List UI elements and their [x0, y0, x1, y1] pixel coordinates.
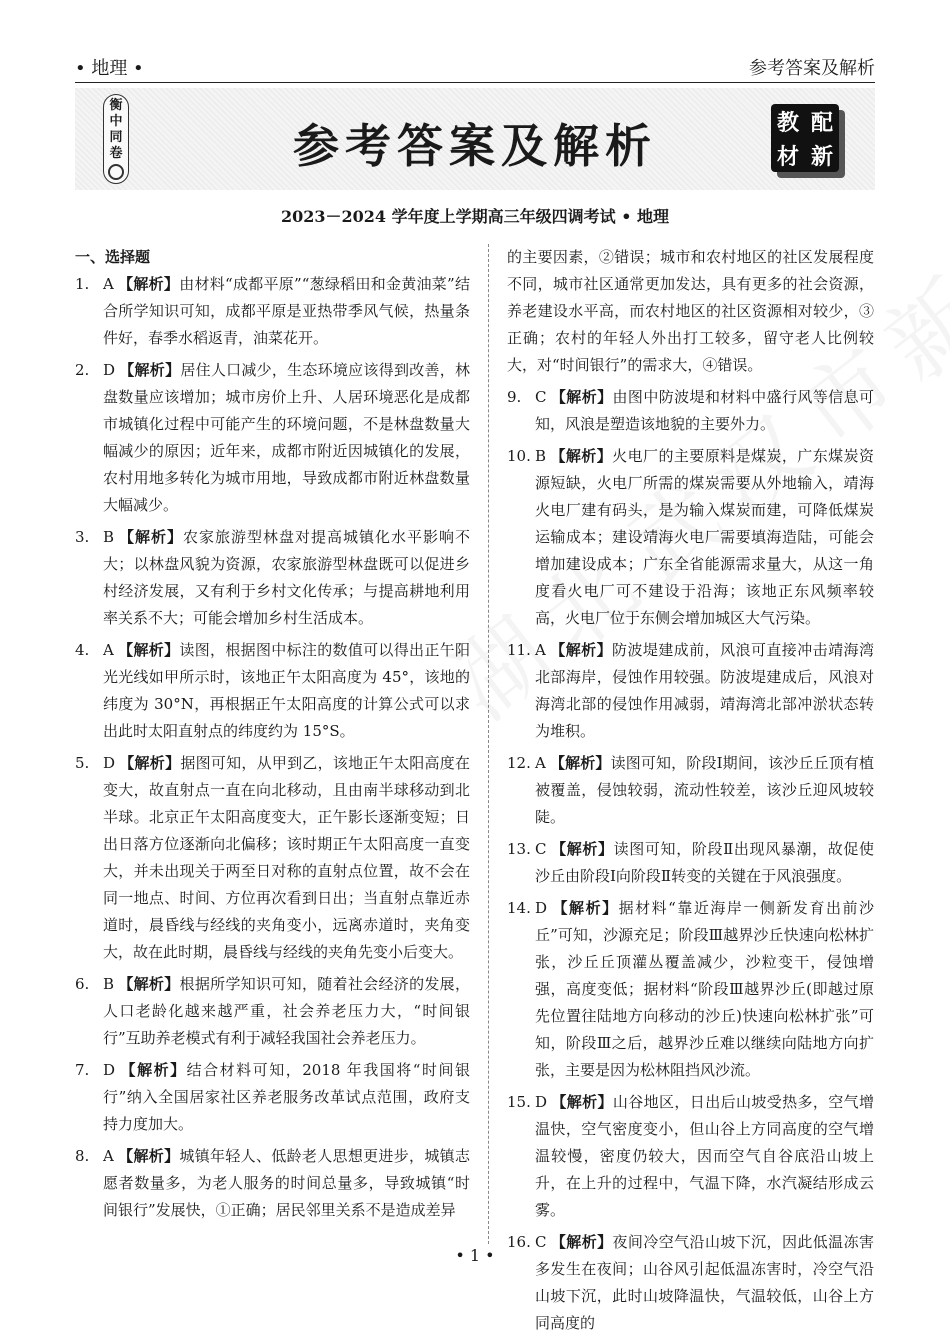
answer-letter: B — [103, 975, 115, 993]
page-number: • 1 • — [455, 1246, 495, 1265]
answer-item — [75, 357, 470, 519]
exam-title: 2023－2024 学年度上学期高三年级四调考试 • 地理 — [280, 207, 669, 226]
analysis-text: 居住人口减少，生态环境应该得到改善，林盘数量应该增加；城市房价上升、人居环境恶化是成都市城镇化过程中可能产生的环境问题，不是林盘数量大幅减少的原因；近年来，成都市附近因城镇化的发展，农村用地多转化为城市用地，导致成都市附近林盘数量大幅减少。 — [103, 361, 470, 514]
item-number: 7. — [75, 1061, 90, 1079]
analysis-text: 由图中防波堤和材料中盛行风等信息可知，风浪是塑造该地貌的主要外力。 — [535, 388, 874, 433]
right-column — [507, 244, 874, 1342]
analysis-text: 防波堤建成前，风浪可直接冲击靖海湾北部海岸，侵蚀作用较强。防波堤建成后，风浪对海湾北部的侵蚀作用减弱，靖海湾北部冲淤状态转为堆积。 — [535, 641, 874, 740]
item-number: 4. — [75, 641, 90, 659]
answer-item — [507, 750, 874, 831]
answer-item — [507, 895, 874, 1084]
badge-char: 教 — [776, 110, 799, 136]
seal-char: 衡 — [109, 98, 123, 113]
item-number: 12. — [507, 754, 531, 772]
answer-item — [75, 524, 470, 632]
item-number: 15. — [507, 1093, 531, 1111]
item-number: 13. — [507, 840, 531, 858]
answer-letter: A — [103, 641, 114, 659]
analysis-tag: 【解析】 — [119, 361, 181, 379]
analysis-tag: 【解析】 — [550, 447, 613, 465]
item-number: 9. — [507, 388, 522, 406]
item-number: 11. — [507, 641, 531, 659]
analysis-text: 山谷地区，日出后山坡受热多，空气增温快，空气密度变小，但山谷上方同高度的空气增温较慢，密度仍较大，因而空气自谷底沿山坡上升，在上升的过程中，气温下降，水汽凝结形成云雾。 — [535, 1093, 874, 1219]
analysis-tag: 【解析】 — [118, 975, 180, 993]
answer-item — [75, 1143, 470, 1224]
answer-letter: D — [535, 899, 548, 917]
item-number: 1. — [75, 275, 90, 293]
analysis-text: 据图可知，从甲到乙，该地正午太阳高度在变大，故直射点一直在向北移动，且由南半球移动到北半球。北京正午太阳高度变大，正午影长逐渐变短；日出日落方位逐渐向北偏移；该时期正午太阳高度一直变大，并未出现关于两至日对称的直射点位置，故不会在同一地点、时间、方位再次看到日出；当直射点靠近赤道时，晨昏线与经线的夹角变小，远离赤道时，夹角变大，故在此时期，晨昏线与经线的夹角先变小后变大。 — [103, 754, 470, 961]
answer-item — [75, 271, 470, 352]
analysis-text: 读图，根据图中标注的数值可以得出正午阳光光线如甲所示时，该地正午太阳高度为 45°，该地的纬度为 30°N，再根据正午太阳高度的计算公式可以求出此时太阳直射点的纬度约为 15°S。 — [103, 641, 470, 740]
title-banner — [75, 88, 875, 190]
answer-item — [507, 637, 874, 745]
analysis-tag: 【解析】 — [549, 754, 611, 772]
analysis-text: 根据所学知识可知，随着社会经济的发展，人口老龄化越来越严重，社会养老压力大，“时间银行”互助养老模式有利于减轻我国社会养老压力。 — [103, 975, 470, 1047]
analysis-text: 夜间冷空气沿山坡下沉，因此低温冻害多发生在夜间；山谷风引起低温冻害时，冷空气沿山坡下沉，此时山坡降温快，气温较低，山谷上方同高度的 — [535, 1233, 874, 1332]
answer-letter: A — [103, 1147, 114, 1165]
item-number: 16. — [507, 1233, 531, 1251]
column-divider — [488, 244, 489, 1244]
analysis-text: 由材料“成都平原”“葱绿稻田和金黄油菜”结合所学知识可知，成都平原是亚热带季风气候，热量条件好，春季水稻返青，油菜花开。 — [103, 275, 470, 347]
answer-item — [507, 443, 874, 632]
answer-letter: D — [535, 1093, 548, 1111]
page-header — [75, 52, 875, 83]
badge-char: 配 — [810, 110, 833, 136]
item-number: 3. — [75, 528, 90, 546]
item-number: 2. — [75, 361, 90, 379]
item-number: 10. — [507, 447, 531, 465]
analysis-tag: 【解析】 — [117, 275, 180, 293]
answer-item — [507, 1089, 874, 1224]
seal-char: 同 — [109, 130, 123, 145]
analysis-tag: 【解析】 — [551, 1093, 613, 1111]
answer-letter: C — [535, 1233, 547, 1251]
analysis-text: 农家旅游型林盘对提高城镇化水平影响不大；以林盘风貌为资源，农家旅游型林盘既可以促进乡村经济发展，又有利于乡村文化传承；与提高耕地利用率关系不大；可能会增加乡村生活成本。 — [103, 528, 470, 627]
answer-letter: D — [103, 361, 116, 379]
seal-char: 中 — [109, 114, 123, 129]
item-8-continued: 的主要因素，②错误；城市和农村地区的社区发展程度不同，城市社区通常更加发达，具有更多的社会资源，养老建设水平高，而农村地区的社区资源相对较少，③正确；农村的年轻人外出打工较多，留守老人比例较大，对“时间银行”的需求大，④错误。 — [507, 248, 874, 374]
analysis-text: 读图可知，阶段Ⅱ出现风暴潮，故促使沙丘由阶段Ⅰ向阶段Ⅱ转变的关键在于风浪强度。 — [535, 840, 874, 885]
analysis-tag: 【解析】 — [117, 641, 180, 659]
analysis-text: 城镇年轻人、低龄老人思想更进步，城镇志愿者数量多，为老人服务的时间总量多，导致城镇“时间银行”发展快，①正确；居民邻里关系不是造成差异 — [103, 1147, 470, 1219]
analysis-text: 读图可知，阶段Ⅰ期间，该沙丘丘顶有植被覆盖，侵蚀较弱，流动性较差，该沙丘迎风坡较陡。 — [535, 754, 874, 826]
answer-letter: B — [103, 528, 115, 546]
answer-item — [75, 971, 470, 1052]
badge-char: 材 — [776, 144, 799, 170]
answer-letter: D — [103, 1061, 116, 1079]
analysis-tag: 【解析】 — [119, 754, 181, 772]
answer-letter: C — [535, 388, 547, 406]
item-number: 5. — [75, 754, 90, 772]
answer-item — [507, 836, 874, 890]
answer-letter: A — [103, 275, 114, 293]
banner-title: 参考答案及解析 — [293, 119, 657, 173]
analysis-tag: 【解析】 — [119, 1061, 187, 1079]
answer-letter: B — [535, 447, 547, 465]
answer-letter: C — [535, 840, 547, 858]
analysis-tag: 【解析】 — [117, 1147, 180, 1165]
analysis-text: 据材料“靠近海岸一侧新发育出前沙丘”可知，沙源充足；阶段Ⅲ越界沙丘快速向松林扩张，沙丘丘顶灌丛覆盖减少，沙粒变干，侵蚀增强，高度变低；据材料“阶段Ⅲ越界沙丘(即越过原先位置往陆地方向移动的沙丘)快速向松林扩张”可知，阶段Ⅲ之后，越界沙丘难以继续向陆地方向扩张，主要是因为松林阻挡风沙流。 — [535, 899, 874, 1079]
header-right-label: 参考答案及解析 — [749, 58, 875, 79]
left-column — [75, 244, 470, 1229]
analysis-tag: 【解析】 — [550, 1233, 613, 1251]
analysis-tag: 【解析】 — [118, 528, 184, 546]
answer-item — [507, 384, 874, 438]
analysis-text: 火电厂的主要原料是煤炭，广东煤炭资源短缺，火电厂所需的煤炭需要从外地输入，靖海火电厂建有码头，是为输入煤炭而建，可降低煤炭运输成本；建设靖海火电厂需要填海造陆，可能会增加建设成本；广东全省能源需求量大，从这一角度看火电厂可不建设于沿海；该地正东风频率较高，火电厂位于东侧会增加城区大气污染。 — [535, 447, 874, 627]
new-textbook-badge — [771, 104, 839, 172]
analysis-tag: 【解析】 — [549, 641, 613, 659]
item-number: 14. — [507, 899, 531, 917]
analysis-text: 结合材料可知，2018 年我国将“时间银行”纳入全国居家社区养老服务改革试点范围，政府支持力度加大。 — [103, 1061, 470, 1133]
answer-item — [75, 637, 470, 745]
analysis-tag: 【解析】 — [551, 899, 619, 917]
analysis-tag: 【解析】 — [550, 388, 613, 406]
subject-label: • 地理 • — [75, 58, 144, 79]
answer-letter: D — [103, 754, 116, 772]
seal-char: 卷 — [109, 146, 123, 161]
answer-item — [75, 1057, 470, 1138]
item-number: 6. — [75, 975, 90, 993]
answer-letter: A — [535, 641, 546, 659]
analysis-tag: 【解析】 — [550, 840, 614, 858]
section-title: 一、选择题 — [75, 248, 151, 266]
answer-letter: A — [535, 754, 546, 772]
badge-char: 新 — [810, 144, 833, 170]
item-number: 8. — [75, 1147, 90, 1165]
answer-item — [75, 750, 470, 966]
